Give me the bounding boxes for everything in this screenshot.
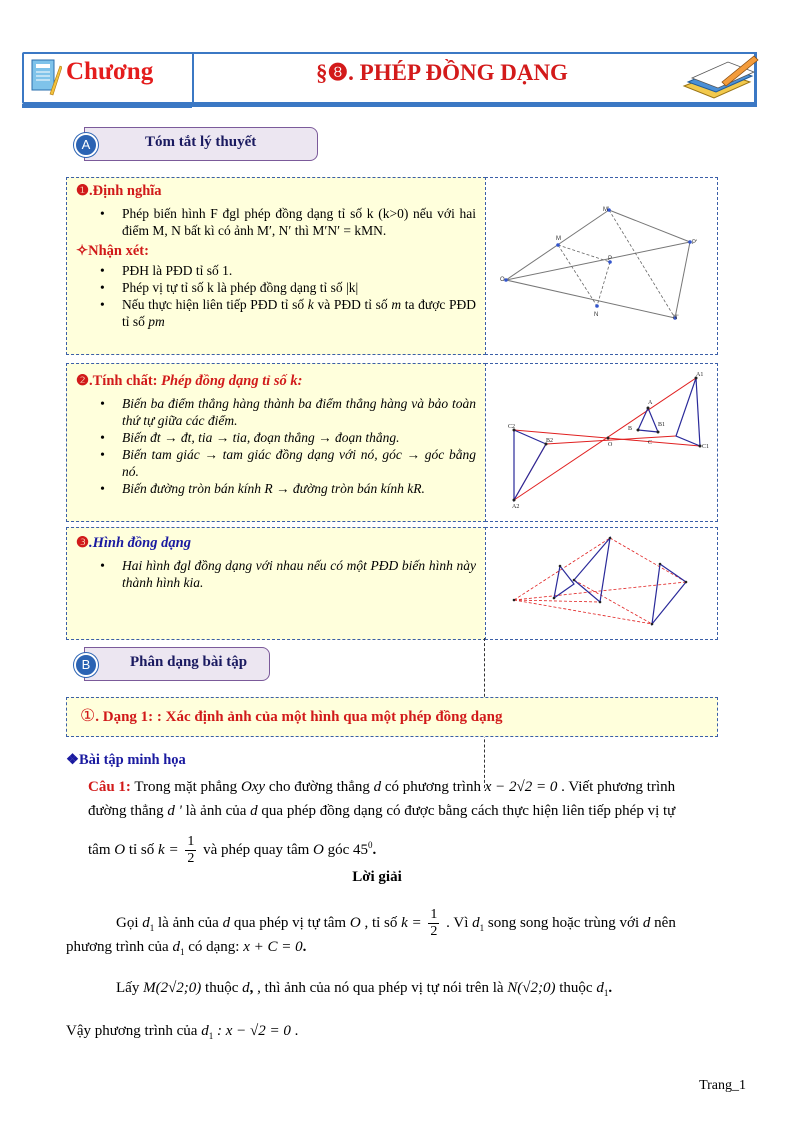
fig1-line-M2P2 (609, 210, 690, 242)
fig2-label-C: C (648, 440, 653, 446)
definition-bullet: • Phép biến hình F đgl phép đồng dạng tỉ số k (k>0) nếu với hai điểm M, N bất kì có ảnh M′, N′ thì M′N′ = kMN. (66, 205, 476, 239)
solution-line-4: Vậy phương trình của $d_1$ : x − √2 = 0 . (66, 1023, 299, 1041)
question-line-3: tâm O tỉ số k = $\frac{1}{2}$ và phép quay tâm O góc $45^0$. (88, 834, 377, 866)
question-line-2: đường thẳng d ' là ảnh của d qua phép đồng dạng có được bằng cách thực hiện liên tiếp phép vị tự (88, 803, 676, 819)
definition-heading: ❶.Định nghĩa (76, 183, 162, 199)
section-a-badge: A (74, 133, 98, 157)
figure-2 (486, 364, 715, 519)
fig1-line-ON2 (506, 280, 675, 318)
figure-3 (486, 528, 715, 637)
properties-list (66, 395, 476, 497)
figure-1 (486, 178, 715, 352)
books-pencil-icon (680, 52, 760, 102)
exercise-heading: ❖Bài tập minh họa (66, 752, 186, 768)
property-item: • Biến đường tròn bán kính R → đường tròn bán kính kR. (66, 480, 476, 497)
solution-line-2: phương trình của $d_1$ có dạng: x + C = 0. (66, 939, 307, 957)
note-item: • Nếu thực hiện liên tiếp PĐD tỉ số k và PĐD tỉ số m ta được PĐD tỉ số pm (66, 296, 476, 330)
fig1-label-P: P (608, 256, 613, 262)
question-line-1: Câu 1: Trong mặt phẳng Oxy cho đường thẳng d có phương trình x − 2√2 = 0 . Viết phương trình (88, 779, 676, 795)
similar-heading: ❸.Hình đồng dạng (76, 535, 191, 551)
section-a-title: Tóm tắt lý thuyết (145, 134, 257, 150)
fig2-label-O: O (608, 442, 613, 448)
solution-heading: Lời giải (352, 869, 402, 885)
fig2-label-B2: B2 (546, 438, 554, 444)
page-number: Trang_1 (699, 1078, 746, 1093)
property-item: • Biến đt → đt, tia → tia, đoạn thẳng → đoạn thẳng. (66, 429, 476, 446)
solution-line-3: Lấy M(2√2;0) thuộc d, , thì ảnh của nó qua phép vị tự nói trên là N(√2;0) thuộc $d_1$. (116, 980, 613, 998)
definition-list (66, 205, 476, 239)
fig1-label-M2: M' (603, 207, 610, 213)
solution-line-1: Gọi $d_1$ là ảnh của d qua phép vị tự tâm O , tỉ số k = $\frac{1}{2}$ . Vì $d_1$ song song hoặc trùng với d nên (116, 907, 676, 939)
fig2-label-C1: C1 (702, 444, 710, 450)
fig1-label-N: N (594, 312, 599, 318)
fig2-label-B1: B1 (658, 422, 666, 428)
note-item: • PĐH là PĐD tỉ số 1. (66, 262, 476, 279)
fig2-label-C2: C2 (508, 424, 516, 430)
properties-heading: ❷.Tính chất: Phép đồng dạng tỉ số k: (76, 373, 303, 389)
exercise-type-title: ①. Dạng 1: : Xác định ảnh của một hình qua một phép đồng dạng (80, 706, 503, 725)
fig2-label-A1: A1 (696, 372, 704, 378)
property-item: • Biến tam giác → tam giác đồng dạng với nó, góc → góc bằng nó. (66, 446, 476, 480)
fig1-label-M: M (556, 236, 561, 242)
fig1-label-N2: N' (673, 315, 679, 321)
fig1-line-P2N2 (675, 242, 690, 318)
fig2-label-A2: A2 (512, 504, 520, 510)
property-item: • Biến ba điểm thẳng hàng thành ba điểm thẳng hàng và bảo toàn thứ tự giữa các điểm. (66, 395, 476, 429)
notebook-icon (28, 54, 62, 98)
page-title: §❽. PHÉP ĐỒNG DẠNG (316, 60, 568, 85)
fig1-label-O: O (500, 277, 505, 283)
section-b-badge: B (74, 653, 98, 677)
fig2-label-A: A (648, 400, 653, 406)
chapter-label: Chương (66, 58, 154, 85)
note-heading: ✧Nhận xét: (76, 243, 149, 259)
similar-list (66, 557, 476, 591)
similar-item: • Hai hình đgl đồng dạng với nhau nếu có một PĐD biến hình này thành hình kia. (66, 557, 476, 591)
fig2-label-B: B (628, 426, 633, 432)
fig1-label-P2: P' (692, 240, 698, 246)
note-list (66, 262, 476, 330)
section-b-title: Phân dạng bài tập (130, 654, 248, 670)
note-item: • Phép vị tự tỉ số k là phép đồng dạng tỉ số |k| (66, 279, 476, 296)
